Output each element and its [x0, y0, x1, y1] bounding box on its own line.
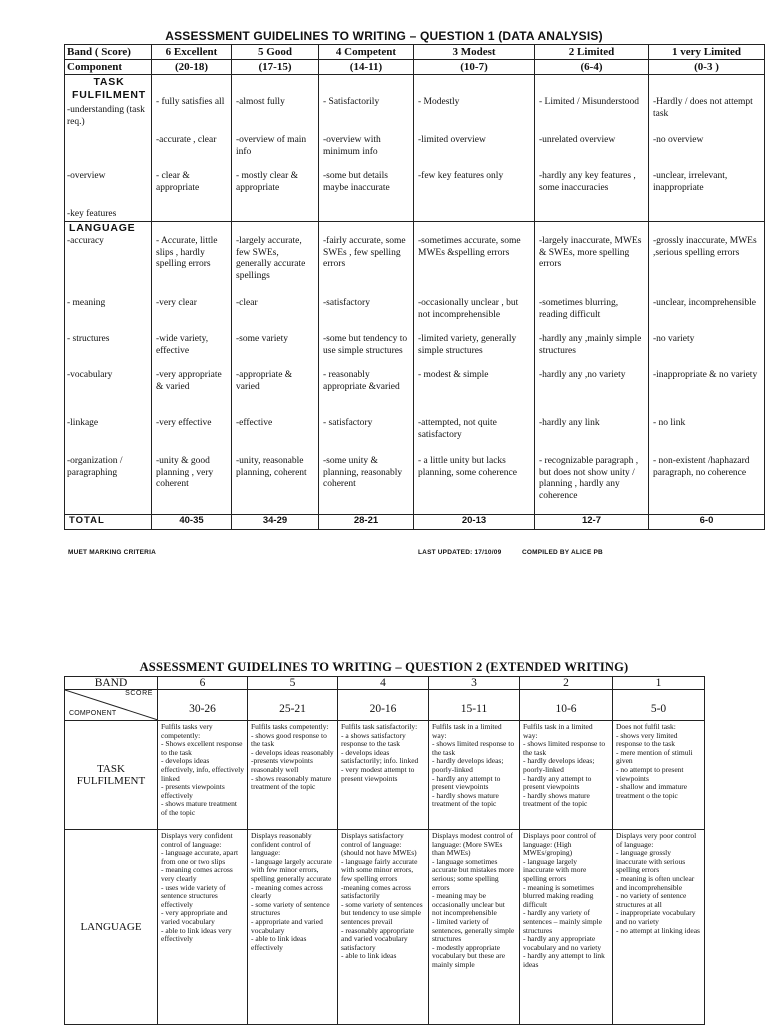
language-criterion: -satisfactory	[323, 298, 370, 308]
task-band-1	[649, 75, 765, 222]
row-label-linkage: -linkage	[67, 418, 99, 428]
task-criterion: -some but details maybe inaccurate	[323, 171, 390, 193]
q2-band-4: 4	[338, 677, 429, 690]
q2-band-3: 3	[429, 677, 520, 690]
q2-score-1: 5-0	[613, 690, 705, 721]
q2-component-label: COMPONENT	[69, 710, 117, 718]
q2-task-5: Fulfils tasks competently: - shows good response to the task - develops ideas reasonably -presents viewpoints reasonably well - shows reasonably mature treatment of the topic	[248, 721, 338, 830]
total-band-4: 28-21	[319, 515, 414, 530]
q2-task-4: Fulfils task satisfactorily: - a shows satisfactory response to the task - develops ideas satisfactorily; info. linked - very modest attempt to present viewpoints	[338, 721, 429, 830]
band-4-range: (14-11)	[319, 60, 414, 75]
band-2-name: 2 Limited	[535, 45, 649, 60]
language-criterion: -clear	[236, 298, 258, 308]
language-criterion: - modest & simple	[418, 370, 489, 380]
language-criterion: -no variety	[653, 334, 695, 344]
task-criterion: - clear & appropriate	[156, 171, 200, 193]
task-criterion: - Limited / Misunderstood	[539, 97, 640, 107]
total-band-3: 20-13	[414, 515, 535, 530]
language-criterion: -some variety	[236, 334, 288, 344]
language-band-5	[232, 222, 319, 515]
language-criterion: -unity, reasonable planning, coherent	[236, 456, 307, 478]
band-6-name: 6 Excellent	[152, 45, 232, 60]
task-criterion: - fully satisfies all	[156, 97, 225, 107]
task-criterion: -unrelated overview	[539, 135, 616, 145]
total-label: TOTAL	[65, 515, 152, 530]
q2-score-label: SCORE	[125, 690, 153, 697]
language-section-title: LANGUAGE	[69, 222, 136, 234]
task-criterion: -accurate , clear	[156, 135, 217, 145]
q2-band-6: 6	[158, 677, 248, 690]
q1-range-row	[65, 60, 765, 75]
language-criterion: -sometimes blurring, reading difficult	[539, 298, 619, 320]
q2-language-label: LANGUAGE	[65, 830, 158, 1025]
q2-band-label: BAND	[65, 677, 158, 690]
q2-language-6: Displays very confident control of language: - language accurate, apart from one or two slips - meaning comes across very clearly - uses wide variety of sentence structures effectively - very appropriate and varied vocabulary - able to link ideas very effectively	[158, 830, 248, 1025]
language-criterion: -some but tendency to use simple structures	[323, 334, 408, 356]
language-criterion: - reasonably appropriate &varied	[323, 370, 400, 392]
q2-language-5: Displays reasonably confident control of language: - language largely accurate with few minor errors, spelling generally accurate - meaning comes across clearly - some variety of sentence structures - appropriate and varied vocabulary - able to link ideas effectively	[248, 830, 338, 1025]
language-criterion: -inappropriate & no variety	[653, 370, 758, 380]
language-criterion: -some unity & planning, reasonably coherent	[323, 456, 403, 489]
language-criterion: -very appropriate & varied	[156, 370, 222, 392]
language-criterion: -very effective	[156, 418, 212, 428]
total-band-5: 34-29	[232, 515, 319, 530]
language-labels	[65, 222, 152, 515]
row-label-key-features: -key features	[67, 209, 117, 219]
language-criterion: -sometimes accurate, some MWEs &spelling errors	[418, 236, 521, 258]
band-3-range: (10-7)	[414, 60, 535, 75]
language-criterion: -grossly inaccurate, MWEs ,serious spelling errors	[653, 236, 757, 258]
language-criterion: -unclear, incomprehensible	[653, 298, 757, 308]
task-criterion: -unclear, irrelevant, inappropriate	[653, 171, 728, 193]
task-criterion: -overview of main info	[236, 135, 307, 157]
row-label-understanding: -understanding (task req.)	[67, 105, 145, 127]
q2-score-2: 10-6	[520, 690, 613, 721]
footer-compiled: COMPILED BY ALICE PB	[522, 549, 603, 556]
q1-table	[64, 44, 765, 530]
task-criterion: -no overview	[653, 135, 704, 145]
row-label-structures: - structures	[67, 334, 110, 344]
task-criterion: -limited overview	[418, 135, 486, 145]
language-band-1	[649, 222, 765, 515]
q1-title: ASSESSMENT GUIDELINES TO WRITING – QUESTION 1 (DATA ANALYSIS)	[165, 29, 603, 43]
language-criterion: -unity & good planning , very coherent	[156, 456, 214, 489]
total-band-6: 40-35	[152, 515, 232, 530]
band-6-range: (20-18)	[152, 60, 232, 75]
task-band-2	[535, 75, 649, 222]
row-label-vocabulary: -vocabulary	[67, 370, 113, 380]
q2-band-5: 5	[248, 677, 338, 690]
task-criterion: - Satisfactorily	[323, 97, 380, 107]
task-criterion: -hardly any key features , some inaccuracies	[539, 171, 636, 193]
language-criterion: -limited variety, generally simple structures	[418, 334, 517, 356]
language-criterion: - Accurate, little slips , hardly spelling errors	[156, 236, 218, 269]
task-band-4	[319, 75, 414, 222]
language-band-6	[152, 222, 232, 515]
language-band-3	[414, 222, 535, 515]
language-band-4	[319, 222, 414, 515]
language-criterion: - satisfactory	[323, 418, 373, 428]
q2-score-4: 20-16	[338, 690, 429, 721]
language-criterion: -hardly any ,no variety	[539, 370, 626, 380]
q2-table	[64, 676, 705, 1025]
row-label-accuracy: -accuracy	[67, 236, 104, 246]
q2-language-3: Displays modest control of language: (More SWEs than MWEs) - language sometimes accurate but mistakes more serious; some spelling errors - meaning may be occasionally unclear but not incomprehensible - limited variety of sentences, generally simple structures - modestly appropriate vocabulary but these are mainly simple	[429, 830, 520, 1025]
row-label-organization: -organization / paragraphing	[67, 456, 123, 478]
task-band-5	[232, 75, 319, 222]
task-criterion: - Modestly	[418, 97, 460, 107]
language-criterion: - a little unity but lacks planning, some coherence	[418, 456, 517, 478]
band-3-name: 3 Modest	[414, 45, 535, 60]
language-criterion: -occasionally unclear , but not incomprehensible	[418, 298, 519, 320]
language-criterion: -attempted, not quite satisfactory	[418, 418, 497, 440]
q2-score-6: 30-26	[158, 690, 248, 721]
language-criterion: - non-existent /haphazard paragraph, no coherence	[653, 456, 750, 478]
task-criterion: -overview with minimum info	[323, 135, 381, 157]
band-5-range: (17-15)	[232, 60, 319, 75]
q2-band-2: 2	[520, 677, 613, 690]
q2-task-1: Does not fulfil task: - shows very limited response to the task - mere mention of stimuli given - no attempt to present viewpoints - shallow and immature treatment o the topic	[613, 721, 705, 830]
language-section	[65, 222, 765, 515]
total-band-2: 12-7	[535, 515, 649, 530]
language-criterion: -wide variety, effective	[156, 334, 209, 356]
task-criterion: -Hardly / does not attempt task	[653, 97, 753, 119]
q2-task-3: Fulfils task in a limited way: - shows limited response to the task - hardly develops ideas; poorly-linked - hardly any attempt to present viewpoints - hardly shows mature treatment of the topic	[429, 721, 520, 830]
q2-task-2: Fulfils task in a limited way: - shows limited response to the task - hardly develops ideas; poorly-linked - hardly any attempt to present viewpoints - hardly shows mature treatment of the topic	[520, 721, 613, 830]
component-label: Component	[65, 60, 152, 75]
language-criterion: -very clear	[156, 298, 197, 308]
q2-language-2: Displays poor control of language: (High MWEs/groping) - language largely inaccurate with more spelling errors - meaning is sometimes blurred making reading difficult - hardly any variety of sentences – mainly simple structures - hardly any appropriate vocabulary and no variety - hardly any attempt to link ideas	[520, 830, 613, 1025]
q2-score-5: 25-21	[248, 690, 338, 721]
language-criterion: - recognizable paragraph , but does not show unity / planning , hardly any coherence	[539, 456, 639, 501]
task-band-6	[152, 75, 232, 222]
q2-task-row	[65, 721, 705, 830]
band-score-label: Band ( Score)	[65, 45, 152, 60]
row-label-overview: -overview	[67, 171, 106, 181]
language-band-2	[535, 222, 649, 515]
language-criterion: -largely accurate, few SWEs, generally accurate spellings	[236, 236, 306, 281]
task-band-3	[414, 75, 535, 222]
q2-language-row	[65, 830, 705, 1025]
band-1-range: (0-3 )	[649, 60, 765, 75]
band-4-name: 4 Competent	[319, 45, 414, 60]
q2-score-row	[65, 690, 705, 721]
task-fulfilment-section	[65, 75, 765, 222]
q2-band-row	[65, 677, 705, 690]
q2-task-6: Fulfils tasks very competently: - Shows excellent response to the task - develops ideas effectively, info, effectively linked - presents viewpoints effectively - shows mature treatment of the topic	[158, 721, 248, 830]
band-1-name: 1 very Limited	[649, 45, 765, 60]
footer-updated: LAST UPDATED: 17/10/09	[418, 549, 502, 556]
q2-task-label: TASK FULFILMENT	[65, 721, 158, 830]
language-criterion: -hardly any ,mainly simple structures	[539, 334, 642, 356]
language-criterion: -effective	[236, 418, 273, 428]
band-2-range: (6-4)	[535, 60, 649, 75]
task-criterion: -few key features only	[418, 171, 504, 181]
total-band-1: 6-0	[649, 515, 765, 530]
total-row	[65, 515, 765, 530]
row-label-meaning: - meaning	[67, 298, 106, 308]
footer-criteria: MUET MARKING CRITERIA	[68, 549, 156, 556]
band-5-name: 5 Good	[232, 45, 319, 60]
task-labels	[65, 75, 152, 222]
task-criterion: - mostly clear & appropriate	[236, 171, 298, 193]
language-criterion: -appropriate & varied	[236, 370, 293, 392]
q2-language-1: Displays very poor control of language: - language grossly inaccurate with serious spelling errors - meaning is often unclear and incomprehensible - no variety of sentence structures at all - inappropriate vocabulary and no variety - no attempt at linking ideas	[613, 830, 705, 1025]
q2-score-component-cell	[65, 690, 158, 721]
q1-header-row	[65, 45, 765, 60]
task-criterion: -almost fully	[236, 97, 285, 107]
language-criterion: -largely inaccurate, MWEs & SWEs, more spelling errors	[539, 236, 642, 269]
language-criterion: -hardly any link	[539, 418, 600, 428]
q2-title: ASSESSMENT GUIDELINES TO WRITING – QUESTION 2 (EXTENDED WRITING)	[139, 660, 629, 674]
task-section-title: TASK FULFILMENT	[72, 76, 146, 101]
language-criterion: - no link	[653, 418, 686, 428]
language-criterion: -fairly accurate, some SWEs , few spelling errors	[323, 236, 406, 269]
q2-score-3: 15-11	[429, 690, 520, 721]
q2-language-4: Displays satisfactory control of language: (should not have MWEs) - language fairly accurate with some minor errors, few spelling errors -meaning comes across satisfactorily - some variety of sentences but tendency to use simple sentences prevail - reasonably appropriate and varied vocabulary satisfactory - able to link ideas	[338, 830, 429, 1025]
q2-band-1: 1	[613, 677, 705, 690]
